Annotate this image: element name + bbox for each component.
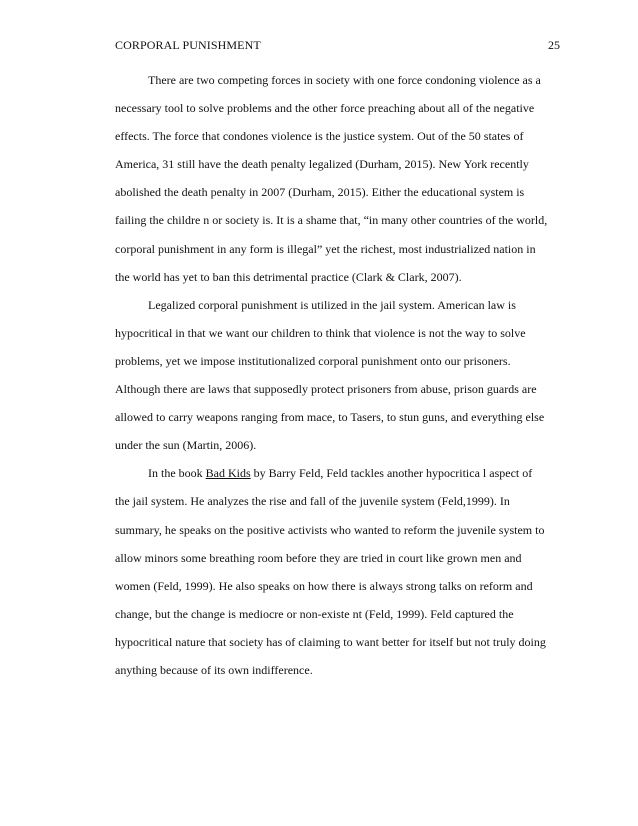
paragraph-line: summary, he speaks on the positive activists who wanted to reform the juvenile system to bbox=[115, 522, 545, 537]
text-run: by Barry Feld, Feld tackles another hypocritica l aspect of bbox=[250, 466, 533, 481]
paragraph-line: the world has yet to ban this detrimental practice (Clark & Clark, 2007). bbox=[115, 269, 462, 284]
paragraph-line: abolished the death penalty in 2007 (Durham, 2015). Either the educational system is bbox=[115, 185, 525, 200]
paragraph-line: effects. The force that condones violence is the justice system. Out of the 50 states of bbox=[115, 129, 524, 144]
paragraph-line: Legalized corporal punishment is utilized in the jail system. American law is bbox=[148, 297, 516, 312]
paragraph-line: women (Feld, 1999). He also speaks on how there is always strong talks on reform and bbox=[115, 578, 533, 593]
paragraph-line: anything because of its own indifference. bbox=[115, 662, 313, 677]
running-head: CORPORAL PUNISHMENT bbox=[115, 38, 261, 52]
paragraph-line: allowed to carry weapons ranging from mace, to Tasers, to stun guns, and everything else bbox=[115, 410, 545, 425]
document-body bbox=[115, 72, 548, 690]
paragraph-line bbox=[115, 465, 535, 493]
paragraph-line: change, but the change is mediocre or non-existe nt (Feld, 1999). Feld captured the bbox=[115, 606, 514, 621]
paragraph-line: the jail system. He analyzes the rise and fall of the juvenile system (Feld,1999). In bbox=[115, 494, 510, 509]
page-number: 25 bbox=[548, 38, 560, 52]
text-run: In the book bbox=[148, 466, 206, 481]
paragraph-line: There are two competing forces in society with one force condoning violence as a bbox=[148, 73, 541, 87]
paragraph-line: failing the childre n or society is. It is a shame that, “in many other countries of the world, bbox=[115, 213, 548, 228]
paragraph-line: under the sun (Martin, 2006). bbox=[115, 438, 257, 453]
paragraph-line: Although there are laws that supposedly protect prisoners from abuse, prison guards are bbox=[115, 382, 537, 397]
paragraph-line: allow minors some breathing room before they are tried in court like grown men and bbox=[115, 550, 522, 565]
paragraph-line: hypocritical in that we want our children to think that violence is not the way to solve bbox=[115, 325, 526, 340]
paragraph-line: America, 31 still have the death penalty legalized (Durham, 2015). New York recently bbox=[115, 157, 529, 172]
paragraph-line: necessary tool to solve problems and the other force preaching about all of the negative bbox=[115, 101, 535, 116]
paragraph-line: corporal punishment in any form is illegal” yet the richest, most industrialized nation in bbox=[115, 241, 536, 256]
book-title: Bad Kids bbox=[205, 466, 251, 481]
paragraph-line: problems, yet we impose institutionalized corporal punishment onto our prisoners. bbox=[115, 353, 511, 368]
paragraph-line: hypocritical nature that society has of claiming to want better for itself but not truly doing bbox=[115, 634, 546, 649]
